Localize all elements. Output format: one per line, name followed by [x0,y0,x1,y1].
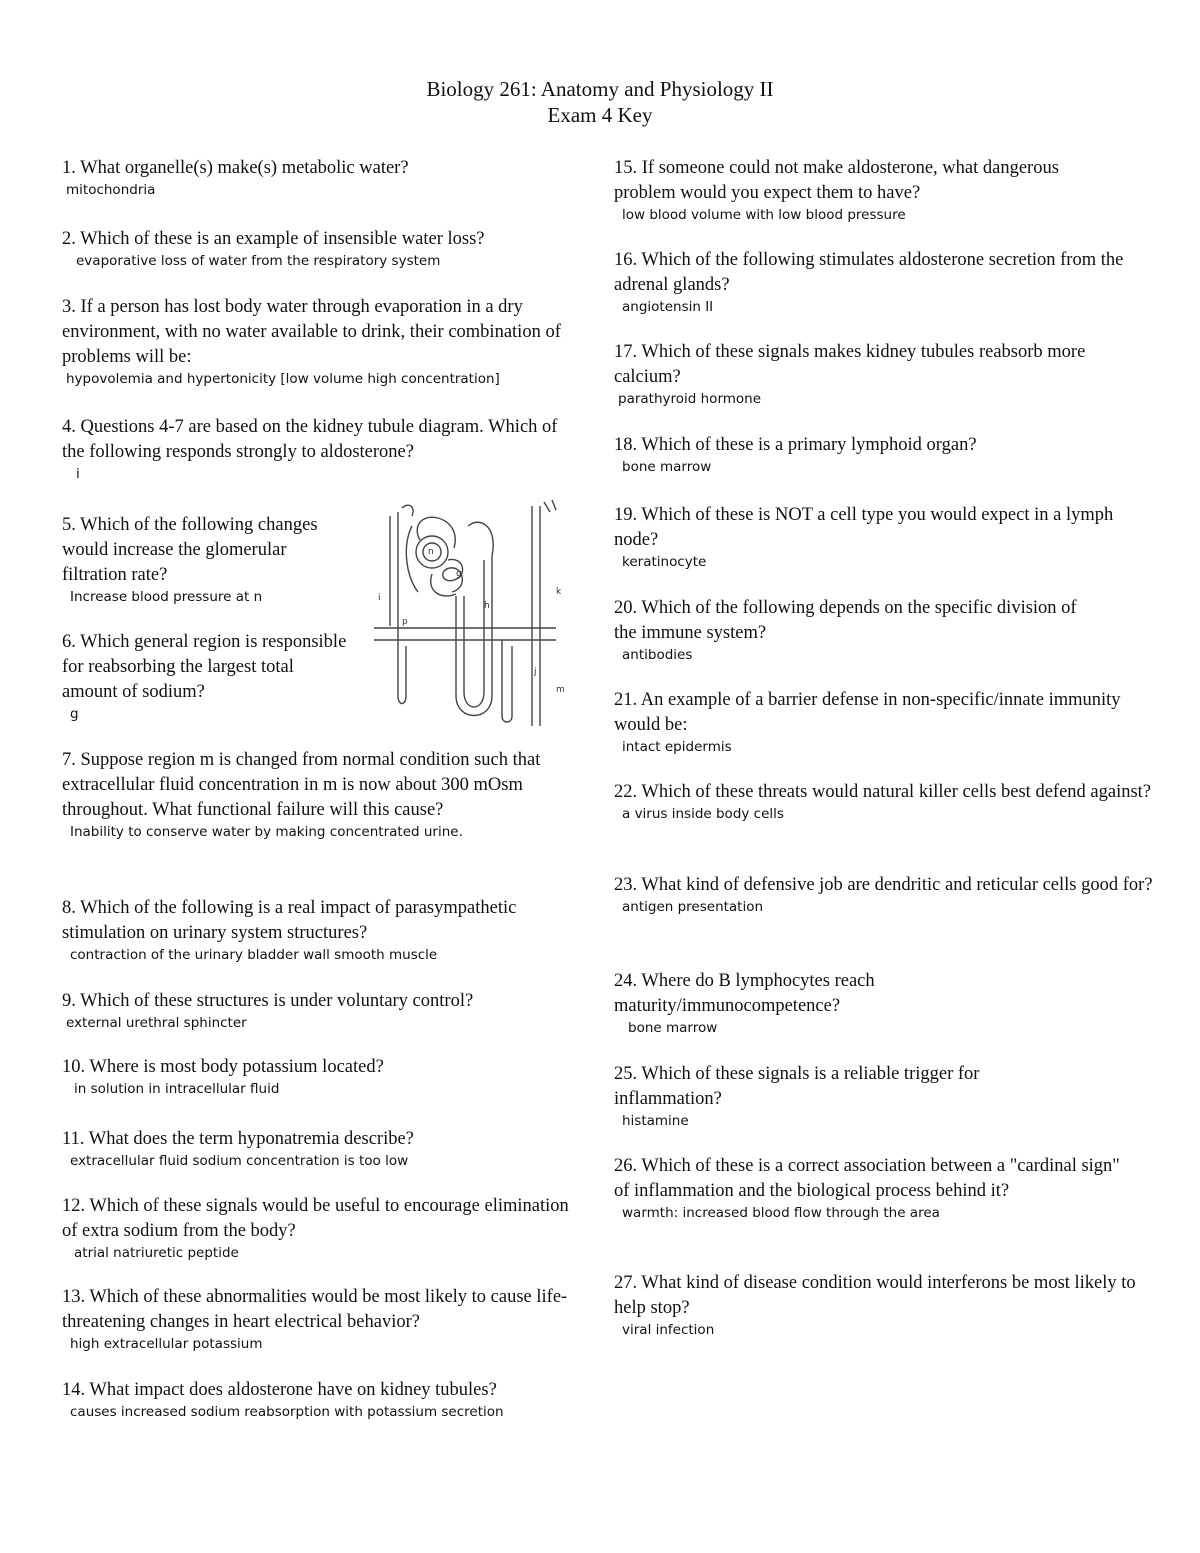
question-13 [62,1285,582,1354]
question-2 [62,227,582,271]
question-7 [62,748,582,842]
question-text: 22. Which of these threats would natural killer cells best defend against? [614,782,1152,802]
question-text: 18. Which of these is a primary lymphoid organ? [614,435,977,455]
question-text: 27. What kind of disease condition would interferons be most likely to help stop? [614,1273,1136,1318]
exam-title: Exam 4 Key [547,103,653,127]
answer-text: intact epidermis [622,739,732,755]
question-text: 15. If someone could not make aldosterone, what dangerous problem would you expect them to have? [614,158,1059,203]
answer-text: extracellular fluid sodium concentration is too low [70,1153,409,1169]
question-26 [614,1154,1154,1223]
course-title: Biology 261: Anatomy and Physiology II [426,77,774,101]
answer-text: a virus inside body cells [622,806,784,822]
question-9 [62,989,582,1033]
answer-text: angiotensin II [622,299,714,315]
question-8 [62,896,582,965]
question-text: 3. If a person has lost body water through evaporation in a dry environment, with no water available to drink, their combination of problems will be: [62,297,561,367]
question-text: 21. An example of a barrier defense in non-specific/innate immunity would be: [614,690,1121,735]
answer-text: antibodies [622,647,693,663]
question-text: 4. Questions 4-7 are based on the kidney tubule diagram. Which of the following responds strongly to aldosterone? [62,417,558,462]
question-text: 20. Which of the following depends on the specific division of the immune system? [614,598,1077,643]
question-text: 5. Which of the following changes would increase the glomerular filtration rate? [62,515,318,585]
question-22 [614,780,1154,824]
question-text: 6. Which general region is responsible for reabsorbing the largest total amount of sodium? [62,632,347,702]
question-16 [614,248,1154,317]
question-text: 14. What impact does aldosterone have on kidney tubules? [62,1380,497,1400]
question-text: 11. What does the term hyponatremia describe? [62,1129,414,1149]
answer-text: contraction of the urinary bladder wall smooth muscle [70,947,438,963]
question-text: 16. Which of the following stimulates aldosterone secretion from the adrenal glands? [614,250,1124,295]
answer-text: keratinocyte [622,554,707,570]
answer-text: Increase blood pressure at n [70,589,263,605]
question-text: 26. Which of these is a correct association between a "cardinal sign" of inflammation and the biological process behind it? [614,1156,1120,1201]
question-3 [62,295,582,389]
question-19 [614,503,1154,572]
answer-text: evaporative loss of water from the respiratory system [76,253,441,269]
label-g: g [456,569,462,579]
answer-text: parathyroid hormone [618,391,762,407]
question-4 [62,415,582,484]
label-i: i [378,593,381,603]
question-text: 13. Which of these abnormalities would be most likely to cause life-threatening changes in heart electrical behavior? [62,1287,568,1332]
answer-text: bone marrow [622,459,712,475]
question-text: 24. Where do B lymphocytes reach maturity/immunocompetence? [614,971,875,1016]
label-n: n [428,547,434,557]
question-text: 8. Which of the following is a real impact of parasympathetic stimulation on urinary system structures? [62,898,517,943]
label-j: j [534,667,537,677]
label-m: m [556,685,565,695]
answer-text: warmth: increased blood flow through the area [622,1205,940,1221]
question-text: 23. What kind of defensive job are dendritic and reticular cells good for? [614,875,1153,895]
label-h: h [484,601,490,611]
kidney-tubule-diagram [372,496,568,728]
answer-text: bone marrow [628,1020,718,1036]
answer-text: external urethral sphincter [66,1015,247,1031]
answer-text: Inability to conserve water by making concentrated urine. [70,824,463,840]
question-6 [62,630,352,724]
question-15 [614,156,1154,225]
question-text: 2. Which of these is an example of insensible water loss? [62,229,485,249]
label-k: k [556,587,562,597]
kidney-tubule-drawing [372,496,568,728]
label-p: p [402,617,408,627]
question-text: 19. Which of these is NOT a cell type you would expect in a lymph node? [614,505,1114,550]
question-24 [614,969,1154,1038]
question-text: 7. Suppose region m is changed from normal condition such that extracellular fluid concentration in m is now about 300 mOsm throughout. What functional failure will this cause? [62,750,541,820]
question-27 [614,1271,1154,1340]
question-text: 17. Which of these signals makes kidney tubules reabsorb more calcium? [614,342,1086,387]
answer-text: mitochondria [66,182,156,198]
answer-text: atrial natriuretic peptide [74,1245,239,1261]
answer-text: causes increased sodium reabsorption with potassium secretion [70,1404,504,1420]
answer-text: low blood volume with low blood pressure [622,207,906,223]
question-10 [62,1055,582,1099]
answer-text: viral infection [622,1322,715,1338]
question-5 [62,513,322,607]
question-1 [62,156,582,200]
question-11 [62,1127,582,1171]
question-20 [614,596,1154,665]
question-23 [614,873,1154,917]
answer-text: high extracellular potassium [70,1336,263,1352]
answer-text: g [70,706,79,722]
question-17 [614,340,1154,409]
answer-text: in solution in intracellular fluid [74,1081,280,1097]
question-25 [614,1062,1154,1131]
question-21 [614,688,1154,757]
question-text: 25. Which of these signals is a reliable trigger for inflammation? [614,1064,980,1109]
question-14 [62,1378,582,1422]
answer-text: hypovolemia and hypertonicity [low volume high concentration] [66,371,500,387]
question-text: 12. Which of these signals would be useful to encourage elimination of extra sodium from the body? [62,1196,569,1241]
question-12 [62,1194,582,1263]
question-text: 9. Which of these structures is under voluntary control? [62,991,474,1011]
answer-text: histamine [622,1113,689,1129]
question-text: 10. Where is most body potassium located? [62,1057,384,1077]
question-text: 1. What organelle(s) make(s) metabolic water? [62,158,409,178]
answer-text: i [76,466,80,482]
question-18 [614,433,1154,477]
answer-text: antigen presentation [622,899,764,915]
